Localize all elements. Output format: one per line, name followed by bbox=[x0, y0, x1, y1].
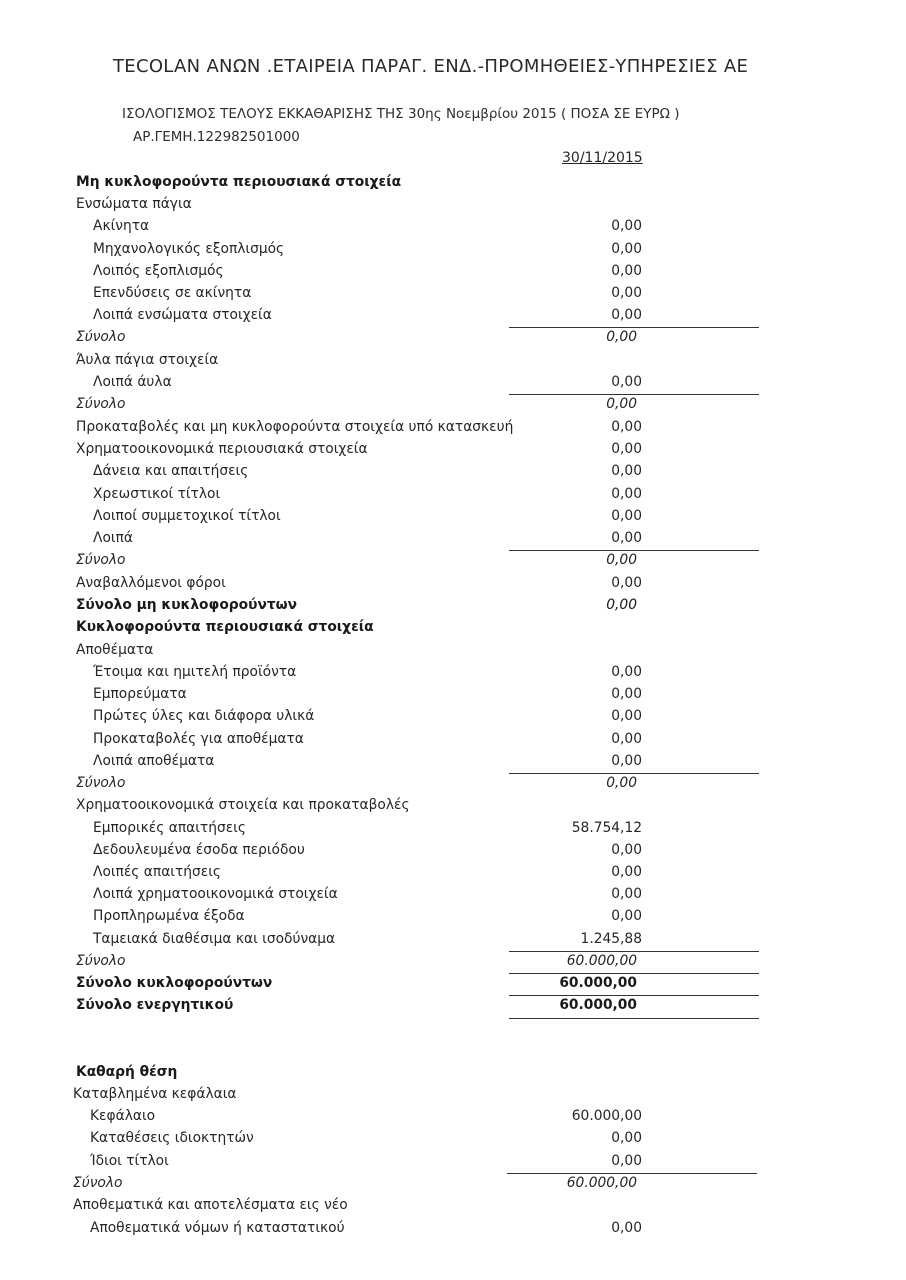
row-label: Άυλα πάγια στοιχεία bbox=[76, 352, 219, 368]
line-item bbox=[0, 840, 906, 862]
line-item bbox=[0, 706, 906, 728]
row-value: 0,00 bbox=[611, 508, 642, 524]
row-label: Λοιπός εξοπλισμός bbox=[93, 263, 224, 279]
row-value: 60.000,00 bbox=[559, 975, 637, 991]
row-label: Έτοιμα και ημιτελή προϊόντα bbox=[93, 664, 297, 680]
row-label: Μηχανολογικός εξοπλισμός bbox=[93, 241, 285, 257]
row-value: 0,00 bbox=[606, 552, 637, 568]
row-value: 0,00 bbox=[611, 530, 642, 546]
row-value: 0,00 bbox=[611, 1153, 642, 1169]
row-value: 0,00 bbox=[611, 263, 642, 279]
line-item bbox=[0, 372, 906, 394]
row-value: 0,00 bbox=[611, 241, 642, 257]
row-label: Καταβλημένα κεφάλαια bbox=[73, 1086, 237, 1102]
row-value: 0,00 bbox=[611, 886, 642, 902]
row-label: Αναβαλλόμενοι φόροι bbox=[76, 575, 226, 591]
row-label: Καθαρή θέση bbox=[76, 1064, 178, 1080]
line-item bbox=[0, 573, 906, 595]
line-item bbox=[0, 305, 906, 327]
row-label: Σύνολο ενεργητικού bbox=[76, 997, 234, 1013]
column-date-header: 30/11/2015 bbox=[562, 150, 643, 166]
row-label: Λοιπές απαιτήσεις bbox=[93, 864, 221, 880]
row-value: 0,00 bbox=[611, 441, 642, 457]
registry-number: ΑΡ.ΓΕΜΗ.122982501000 bbox=[133, 129, 300, 145]
line-item bbox=[0, 1151, 906, 1173]
row-value: 0,00 bbox=[611, 1130, 642, 1146]
row-value: 0,00 bbox=[606, 329, 637, 345]
row-value: 0,00 bbox=[611, 842, 642, 858]
line-item bbox=[0, 484, 906, 506]
row-label: Δάνεια και απαιτήσεις bbox=[93, 463, 249, 479]
row-label: Εμπορικές απαιτήσεις bbox=[93, 820, 246, 836]
row-label: Λοιποί συμμετοχικοί τίτλοι bbox=[93, 508, 281, 524]
row-label: Λοιπά χρηματοοικονομικά στοιχεία bbox=[93, 886, 338, 902]
row-value: 0,00 bbox=[606, 597, 637, 613]
row-value: 60.000,00 bbox=[566, 953, 637, 969]
row-value: 0,00 bbox=[611, 374, 642, 390]
row-label: Αποθέματα bbox=[76, 642, 154, 658]
line-item bbox=[0, 417, 906, 439]
total-row bbox=[0, 995, 906, 1017]
row-value: 0,00 bbox=[611, 419, 642, 435]
line-item bbox=[0, 1218, 906, 1240]
row-label: Δεδουλευμένα έσοδα περιόδου bbox=[93, 842, 305, 858]
row-label: Πρώτες ύλες και διάφορα υλικά bbox=[93, 708, 315, 724]
row-label: Ενσώματα πάγια bbox=[76, 196, 192, 212]
row-label: Κεφάλαιο bbox=[90, 1108, 156, 1124]
line-item bbox=[0, 1106, 906, 1128]
line-item bbox=[0, 884, 906, 906]
row-label: Χρηματοοικονομικά στοιχεία και προκαταβολές bbox=[76, 797, 410, 813]
line-item bbox=[0, 1128, 906, 1150]
row-label: Λοιπά άυλα bbox=[93, 374, 172, 390]
line-item bbox=[0, 751, 906, 773]
line-item bbox=[0, 929, 906, 951]
document-subtitle: ΙΣΟΛΟΓΙΣΜΟΣ ΤΕΛΟΥΣ ΕΚΚΑΘΑΡΙΣΗΣ ΤΗΣ 30ης Νοεμβρίου 2015 ( ΠΟΣΑ ΣΕ ΕΥΡΩ ) bbox=[122, 106, 680, 122]
line-item bbox=[0, 439, 906, 461]
row-value: 0,00 bbox=[611, 486, 642, 502]
line-item bbox=[0, 729, 906, 751]
group-heading bbox=[0, 640, 906, 662]
row-value: 0,00 bbox=[611, 686, 642, 702]
row-value: 0,00 bbox=[611, 218, 642, 234]
row-value: 0,00 bbox=[611, 708, 642, 724]
group-heading bbox=[0, 350, 906, 372]
row-label: Ταμειακά διαθέσιμα και ισοδύναμα bbox=[93, 931, 336, 947]
row-value: 0,00 bbox=[611, 285, 642, 301]
group-heading bbox=[0, 194, 906, 216]
row-label: Προκαταβολές και μη κυκλοφορούντα στοιχεία υπό κατασκευή bbox=[76, 419, 514, 435]
group-heading bbox=[0, 1195, 906, 1217]
row-label: Λοιπά αποθέματα bbox=[93, 753, 215, 769]
row-label: Σύνολο κυκλοφορούντων bbox=[76, 975, 273, 991]
row-value: 0,00 bbox=[606, 396, 637, 412]
row-label: Σύνολο bbox=[76, 329, 126, 345]
row-label: Σύνολο bbox=[76, 552, 126, 568]
row-value: 0,00 bbox=[606, 775, 637, 791]
row-label: Ακίνητα bbox=[93, 218, 150, 234]
row-value: 0,00 bbox=[611, 753, 642, 769]
row-value: 0,00 bbox=[611, 307, 642, 323]
subtotal-row bbox=[0, 550, 906, 572]
row-label: Μη κυκλοφορούντα περιουσιακά στοιχεία bbox=[76, 174, 402, 190]
row-value: 0,00 bbox=[611, 864, 642, 880]
row-label: Σύνολο bbox=[73, 1175, 123, 1191]
row-label: Επενδύσεις σε ακίνητα bbox=[93, 285, 252, 301]
row-value: 0,00 bbox=[611, 908, 642, 924]
row-label: Προπληρωμένα έξοδα bbox=[93, 908, 245, 924]
total-row bbox=[0, 595, 906, 617]
subtotal-row bbox=[0, 394, 906, 416]
line-item bbox=[0, 506, 906, 528]
row-label: Αποθεματικά και αποτελέσματα εις νέο bbox=[73, 1197, 348, 1213]
line-item bbox=[0, 239, 906, 261]
group-heading bbox=[0, 1084, 906, 1106]
subtotal-row bbox=[0, 773, 906, 795]
line-item bbox=[0, 261, 906, 283]
line-item bbox=[0, 216, 906, 238]
group-heading bbox=[0, 795, 906, 817]
row-value: 60.000,00 bbox=[566, 1175, 637, 1191]
row-value: 0,00 bbox=[611, 664, 642, 680]
line-item bbox=[0, 283, 906, 305]
row-label: Σύνολο bbox=[76, 775, 126, 791]
row-label: Κυκλοφορούντα περιουσιακά στοιχεία bbox=[76, 619, 374, 635]
subtotal-row bbox=[0, 951, 906, 973]
row-label: Σύνολο bbox=[76, 396, 126, 412]
row-value: 0,00 bbox=[611, 731, 642, 747]
row-label: Αποθεματικά νόμων ή καταστατικού bbox=[90, 1220, 345, 1236]
row-label: Εμπορεύματα bbox=[93, 686, 187, 702]
row-label: Ίδιοι τίτλοι bbox=[90, 1153, 169, 1169]
total-row bbox=[0, 973, 906, 995]
subtotal-row bbox=[0, 1173, 906, 1195]
company-title: TECOLAN ΑΝΩΝ .ΕΤΑΙΡΕΙΑ ΠΑΡΑΓ. ΕΝΔ.-ΠΡΟΜΗΘΕΙΕΣ-ΥΠΗΡΕΣΙΕΣ ΑΕ bbox=[113, 56, 749, 77]
row-label: Καταθέσεις ιδιοκτητών bbox=[90, 1130, 254, 1146]
row-value: 58.754,12 bbox=[571, 820, 642, 836]
row-label: Λοιπά ενσώματα στοιχεία bbox=[93, 307, 272, 323]
row-value: 1.245,88 bbox=[580, 931, 642, 947]
section-heading bbox=[0, 1062, 906, 1084]
row-value: 0,00 bbox=[611, 575, 642, 591]
line-item bbox=[0, 528, 906, 550]
line-item bbox=[0, 461, 906, 483]
line-item bbox=[0, 862, 906, 884]
section-heading bbox=[0, 617, 906, 639]
row-label: Χρεωστικοί τίτλοι bbox=[93, 486, 221, 502]
row-value: 0,00 bbox=[611, 463, 642, 479]
row-label: Λοιπά bbox=[93, 530, 133, 546]
total-rule bbox=[509, 1018, 759, 1019]
row-value: 0,00 bbox=[611, 1220, 642, 1236]
row-label: Χρηματοοικονομικά περιουσιακά στοιχεία bbox=[76, 441, 368, 457]
row-label: Προκαταβολές για αποθέματα bbox=[93, 731, 304, 747]
row-label: Σύνολο bbox=[76, 953, 126, 969]
row-label: Σύνολο μη κυκλοφορούντων bbox=[76, 597, 298, 613]
row-value: 60.000,00 bbox=[559, 997, 637, 1013]
line-item bbox=[0, 818, 906, 840]
section-heading bbox=[0, 172, 906, 194]
line-item bbox=[0, 684, 906, 706]
line-item bbox=[0, 906, 906, 928]
row-value: 60.000,00 bbox=[571, 1108, 642, 1124]
line-item bbox=[0, 662, 906, 684]
subtotal-row bbox=[0, 327, 906, 349]
